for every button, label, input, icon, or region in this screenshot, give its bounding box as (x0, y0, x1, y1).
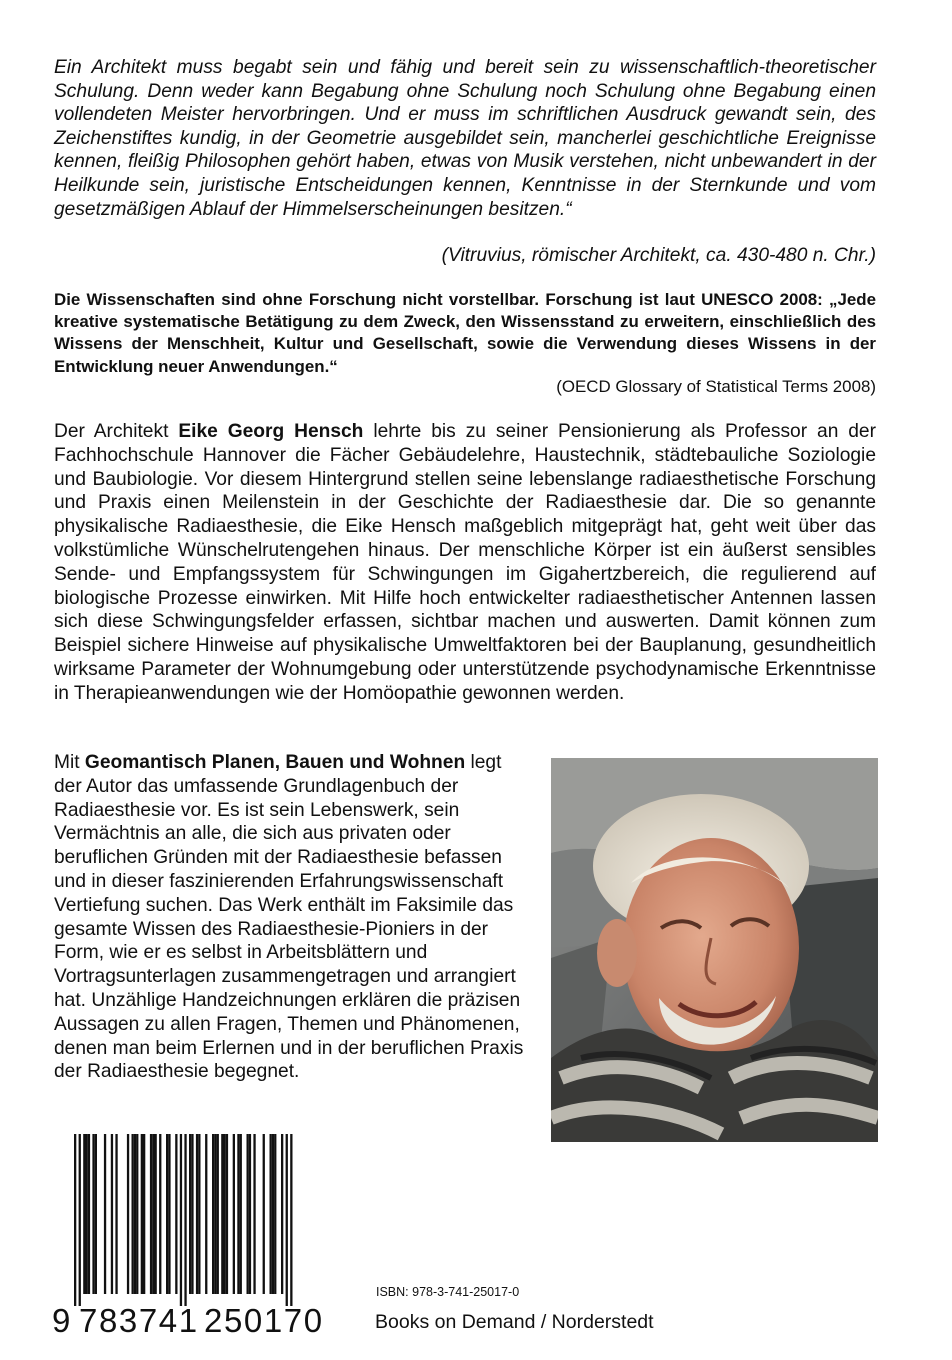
quote-text: Ein Architekt muss begabt sein und fähig und bereit sein zu wissenschaftlich-theoretischer Schulung. Denn weder kann Begabung ohne Schulung noch Schulung ohne Begabung einen vollendeten Meister hervorbringen. Und er muss im schriftlichen Ausdruck gewandt sein, des Zeichenstiftes kundig, in der Geometrie ausgebildet sein, mancherlei geschichtliche Ereignisse kennen, fleißig Philosophen gehört haben, etwas von Musik verstehen, nicht unbewandert in der Heilkunde sein, juristische Entscheidungen kennen, Kenntnisse in der Sternkunde und vom gesetzmäßigen Ablauf der Himmelserscheinungen besitzen.“ (54, 57, 876, 220)
barcode-bar (83, 1134, 85, 1294)
barcode-bar (159, 1134, 161, 1294)
author-name: Eike Georg Hensch (178, 421, 364, 442)
book-text: legt der Autor das umfassende Grundlagenbuch der Radiaesthesie vor. Es ist sein Lebenswerk, sein Vermächtnis an alle, die sich aus privaten oder beruflichen Gründen mit der Radiaesthesie befassen und in dieser faszinierenden Erfahrungswissenschaft Vertiefung suchen. Das Werk enthält im Faksimile das gesamte Wissen des Radiaesthesie-Pioniers in der Form, wie er es selbst in Arbeitsblättern und Vortragsunterlagen zusammengetragen und arrangiert hat. Unzählige Handzeichnungen erklären die präzisen Aussagen zu allen Fragen, Themen und Phänomenen, denen man beim Erlernen und in der beruflichen Praxis der Radiaesthesie begegnet. (54, 752, 524, 1083)
barcode-bar (95, 1134, 97, 1294)
barcode-bars (74, 1134, 302, 1306)
bio-text: lehrte bis zu seiner Pensionierung als Professor an der Fachhochschule Hannover die Fächer Gebäudelehre, Haustechnik, städtebauliche Soziologie und Baubiologie. Vor diesem Hintergrund stellen seine lebenslange radiaesthetische Forschung und Praxis einen Meilenstein in der Geschichte der Radiaesthesie dar. Die so genannte physikalische Radiaesthesie, die Eike Hensch maßgeblich mitgeprägt hat, geht weit über das volkstümliche Wünschelrutengehen hinaus. Der menschliche Körper ist ein äußerst sensibles Sende- und Empfangssystem für Schwingungen im Gigahertzbereich, die regulierend auf biologische Prozesse einwirken. Mit Hilfe hoch entwickelter radiaesthetischer Antennen lassen sich diese Schwingungsfelder erfassen, sichtbar machen und auswerten. Damit können zum Beispiel sichere Hinweise auf physikalische Umweltfaktoren bei der Bauplanung, gesundheitlich wirksame Parameter der Wohnumgebung oder unterstützende psychodynamische Erkenntnisse in Therapieanwendungen wie der Homöopathie gewonnen werden. (54, 421, 876, 704)
barcode-bar (233, 1134, 235, 1294)
barcode-bar (217, 1134, 219, 1294)
barcode-bar (270, 1134, 272, 1294)
barcode-bar (111, 1134, 113, 1294)
book-title: Geomantisch Planen, Bauen und Wohnen (84, 752, 466, 773)
bio-intro: Der Architekt (54, 421, 179, 442)
barcode-bar (214, 1134, 216, 1294)
isbn-number: ISBN: 978-3-741-25017-0 (376, 1285, 520, 1299)
barcode-bar (191, 1134, 193, 1294)
author-photo (551, 758, 878, 1142)
barcode-bar (143, 1134, 145, 1294)
barcode-bar (136, 1134, 138, 1294)
barcode-left-group: 783741 (79, 1302, 199, 1339)
barcode-bar (274, 1134, 276, 1294)
barcode-bar (221, 1134, 223, 1294)
barcode-bar (272, 1134, 274, 1294)
barcode-bar (88, 1134, 90, 1294)
quote-source: (Vitruvius, römischer Architekt, ca. 430-480 n. Chr.) (441, 245, 876, 266)
barcode-bar (249, 1134, 251, 1294)
barcode-bar (134, 1134, 136, 1294)
barcode-bar (247, 1134, 249, 1294)
barcode-bar (168, 1134, 170, 1294)
barcode-guard-bar (180, 1134, 182, 1306)
publisher-name: Books on Demand / Norderstedt (375, 1311, 654, 1333)
barcode-bar (92, 1134, 94, 1294)
barcode-right-group: 250170 (204, 1302, 324, 1339)
barcode-guard-bar (290, 1134, 292, 1306)
barcode-bar (115, 1134, 117, 1294)
barcode-guard-bar (79, 1134, 81, 1306)
barcode-bar (150, 1134, 152, 1294)
barcode-bar (127, 1134, 129, 1294)
barcode-bar (175, 1134, 177, 1294)
barcode-bar (166, 1134, 168, 1294)
barcode-bar (205, 1134, 207, 1294)
barcode-bar (86, 1134, 88, 1294)
barcode-bar (104, 1134, 106, 1294)
barcode-bar (263, 1134, 265, 1294)
barcode-guard-bar (74, 1134, 76, 1306)
barcode-bar (189, 1134, 191, 1294)
barcode-bar (240, 1134, 242, 1294)
barcode-guard-bar (184, 1134, 186, 1306)
author-portrait-image (551, 758, 878, 1142)
book-intro: Mit (54, 752, 85, 773)
barcode-first-digit: 9 (52, 1302, 71, 1339)
barcode-bar (226, 1134, 228, 1294)
vitruvius-quote (54, 56, 876, 221)
barcode-bar (152, 1134, 154, 1294)
unesco-definition (54, 289, 876, 378)
barcode-bar (198, 1134, 200, 1294)
barcode-bar (237, 1134, 239, 1294)
barcode-bar (212, 1134, 214, 1294)
barcode-bar (132, 1134, 134, 1294)
barcode-bar (155, 1134, 157, 1294)
barcode-guard-bar (286, 1134, 288, 1306)
barcode-digits (52, 1302, 322, 1340)
barcode-bar (141, 1134, 143, 1294)
isbn-barcode (52, 1134, 322, 1340)
book-description (54, 751, 524, 1084)
barcode-bar (253, 1134, 255, 1294)
barcode-bar (196, 1134, 198, 1294)
unesco-source: (OECD Glossary of Statistical Terms 2008) (556, 377, 876, 396)
barcode-bar (224, 1134, 226, 1294)
author-biography (54, 420, 876, 706)
barcode-bar (281, 1134, 283, 1294)
unesco-text: Die Wissenschaften sind ohne Forschung nicht vorstellbar. Forschung ist laut UNESCO 2008: „Jede kreative systematische Betätigung zu dem Zweck, den Wissensstand zu erweitern, einschließlich des Wissens der Menschheit, Kultur und Gesellschaft, sowie die Verwendung dieses Wissens in der Entwicklung neuer Anwendungen.“ (54, 290, 876, 376)
